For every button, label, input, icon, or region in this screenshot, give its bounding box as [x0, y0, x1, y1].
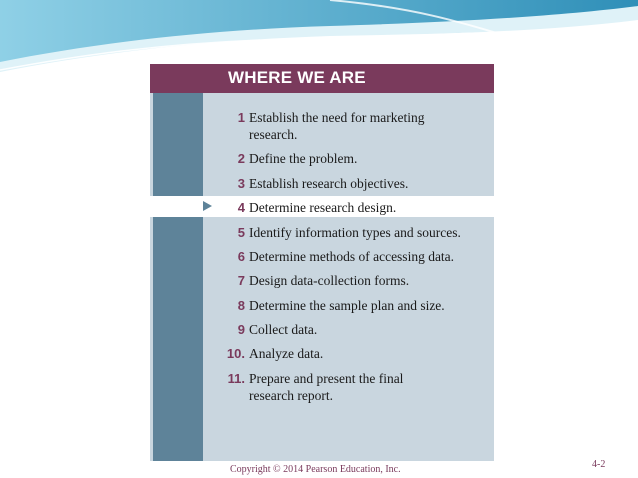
figure-sidebar — [153, 93, 203, 461]
figure-header — [150, 64, 494, 93]
figure-title: WHERE WE ARE — [228, 68, 366, 87]
process-figure: WHERE WE ARE 1 Establish the need for marketing research. 2 Define the problem. 3 Establish research objectives. 4 Determine research design. 5 Identify information types and sources. 6 Determine methods of accessing data. 7 Design data-collection forms. 8 Determine the sample plan and size. 9 Collect data. 10. Analyze data. 11. Prepare and present the final research report. — [150, 64, 494, 461]
page-number: 4-2 — [592, 459, 606, 470]
arrow-right-icon — [203, 201, 212, 211]
copyright-notice: Copyright © 2014 Pearson Education, Inc. — [230, 464, 401, 475]
